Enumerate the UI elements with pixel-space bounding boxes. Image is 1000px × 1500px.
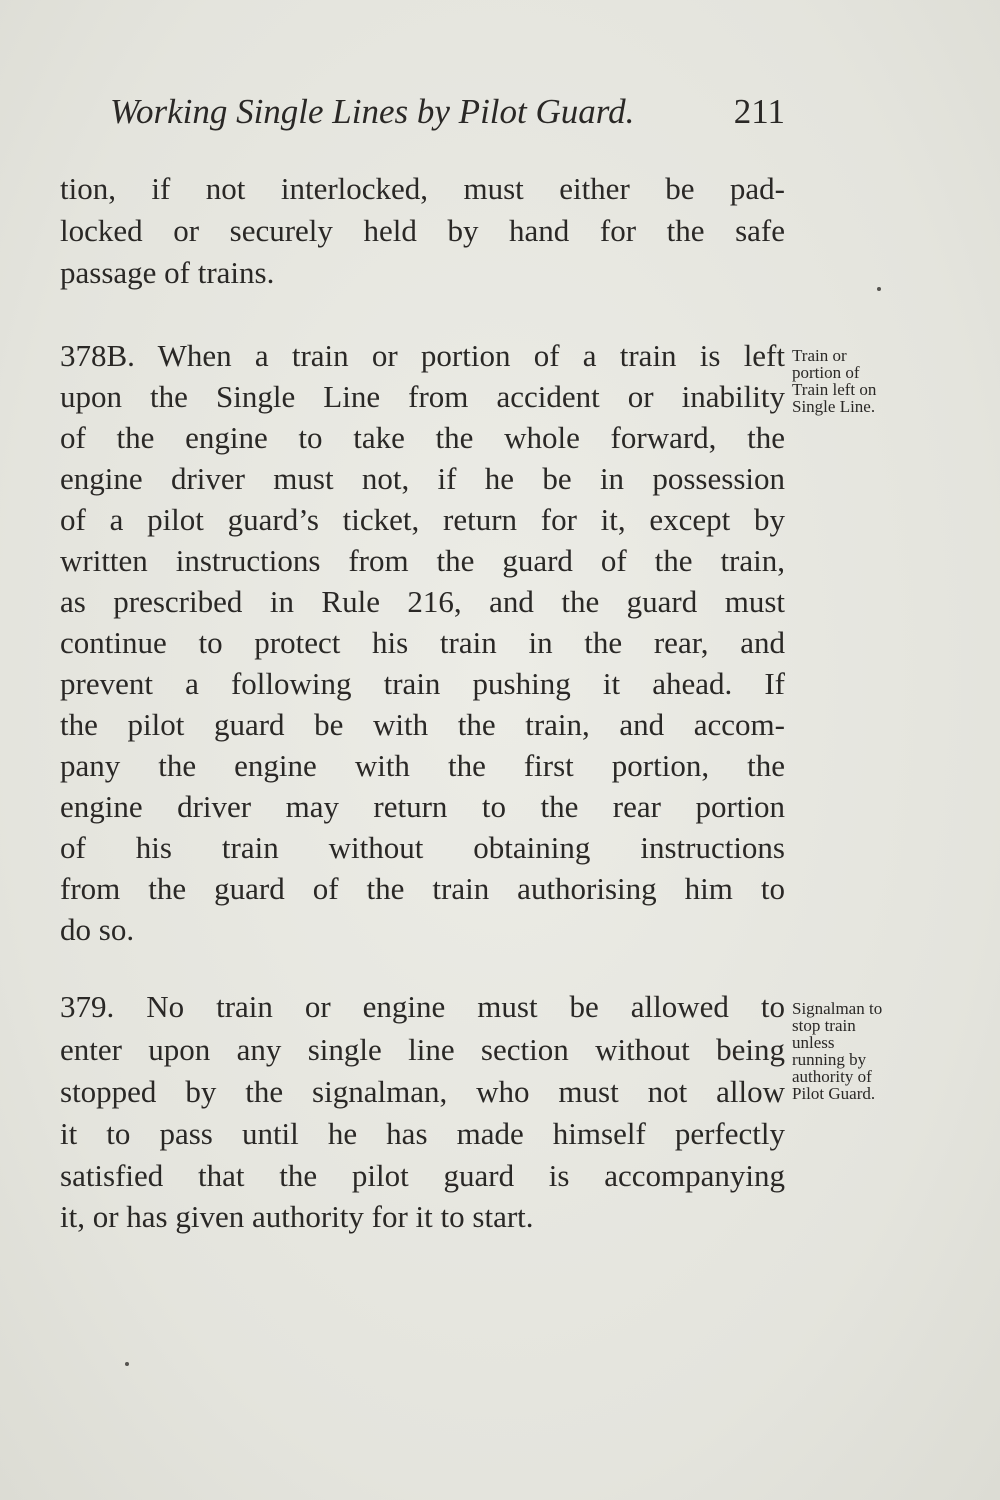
margin-note-line: running by [792, 1050, 867, 1069]
text-line: satisfied that the pilot guard is accompanying [60, 1158, 785, 1193]
text-line: 379. No train or engine must be allowed to [60, 989, 785, 1024]
text-line: the pilot guard be with the train, and accom- [60, 707, 785, 742]
text-line: prevent a following train pushing it ahead. If [60, 666, 785, 701]
text-line: do so. [60, 912, 135, 947]
text-line: it to pass until he has made himself perfectly [60, 1116, 785, 1151]
text-line: it, or has given authority for it to start. [60, 1199, 534, 1234]
text-line: 378B. When a train or portion of a train is left [60, 338, 785, 373]
text-line: continue to protect his train in the rear, and [60, 625, 785, 660]
text-line: written instructions from the guard of the train, [60, 543, 785, 578]
text-line: locked or securely held by hand for the safe [60, 213, 785, 248]
margin-note-379 [792, 1000, 972, 1102]
text-line: from the guard of the train authorising him to [60, 871, 785, 906]
text-line: engine driver must not, if he be in possession [60, 461, 785, 496]
margin-note-line: Signalman to [792, 999, 883, 1018]
margin-note-line: Train or [792, 346, 847, 365]
margin-note-line: unless [792, 1033, 835, 1052]
margin-note-line: stop train [792, 1016, 856, 1035]
print-speck [877, 287, 881, 291]
print-speck [125, 1362, 129, 1366]
margin-note-line: authority of [792, 1067, 872, 1086]
margin-note-line: Train left on [792, 380, 877, 399]
page-number: 211 [733, 92, 785, 131]
page-header [110, 92, 785, 142]
margin-note-line: Single Line. [792, 397, 876, 416]
text-line: tion, if not interlocked, must either be pad- [60, 171, 785, 206]
text-line: as prescribed in Rule 216, and the guard must [60, 584, 785, 619]
text-line: of a pilot guard’s ticket, return for it, except by [60, 502, 785, 537]
margin-note-line: portion of [792, 363, 860, 382]
text-line: passage of trains. [60, 255, 275, 290]
text-line: of the engine to take the whole forward, the [60, 420, 785, 455]
text-line: enter upon any single line section without being [60, 1032, 785, 1067]
text-line: pany the engine with the first portion, the [60, 748, 785, 783]
text-line: stopped by the signalman, who must not allow [60, 1074, 785, 1109]
margin-note-line: Pilot Guard. [792, 1084, 876, 1103]
text-line: upon the Single Line from accident or inability [60, 379, 785, 414]
margin-note-378b [792, 347, 972, 415]
text-line: of his train without obtaining instructions [60, 830, 785, 865]
text-line: engine driver may return to the rear portion [60, 789, 785, 824]
running-title: Working Single Lines by Pilot Guard. [110, 92, 635, 131]
